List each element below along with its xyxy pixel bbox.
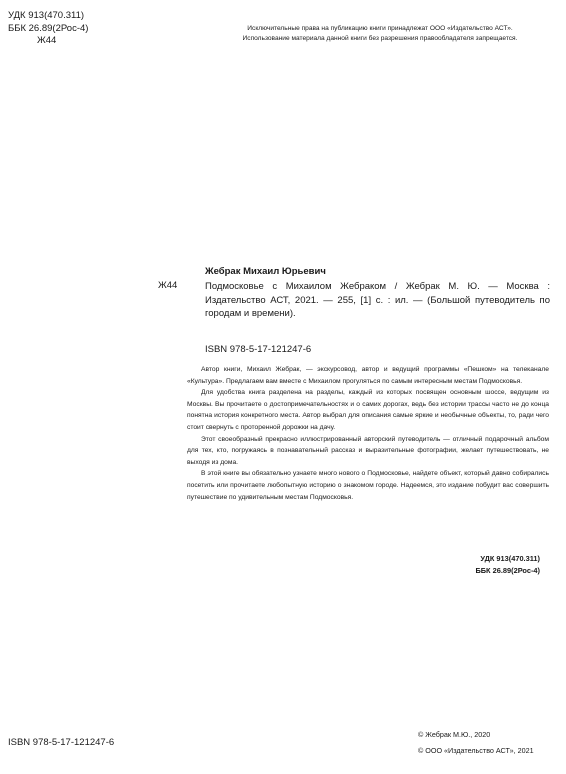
rights-notice-line: Исключительные права на публикацию книги принадлежат ООО «Издательство АСТ».	[247, 25, 513, 32]
udk-code: УДК 913(470.311)	[8, 10, 85, 21]
copyright-line: © Жебрак М.Ю., 2020	[418, 730, 491, 739]
bbk-code: ББК 26.89(2Рос-4)	[475, 566, 540, 576]
copyright-line: © ООО «Издательство АСТ», 2021	[418, 746, 534, 755]
author-code: Ж44	[158, 280, 178, 291]
annotation	[187, 364, 549, 503]
bibliographic-record: Подмосковье с Михаилом Жебраком / Жебрак М. Ю. — Москва : Издательство АСТ, 2021. — 255, [1] с. : ил. — (Большой путеводитель по городам и времени).	[205, 281, 550, 320]
annotation-paragraph: В этой книге вы обязательно узнаете много нового о Подмосковье, найдете объект, который давно собирались посетить или прочитаете любопытную историю о знакомом городе. Надеемся, это издание побудит вас совершить путешествие по удивительным местам Подмосковья.	[187, 470, 549, 501]
isbn: ISBN 978-5-17-121247-6	[205, 344, 312, 355]
classification-block-bottom	[405, 553, 540, 578]
bbk-code: ББК 26.89(2Рос-4)	[8, 22, 89, 34]
annotation-paragraph: Для удобства книга разделена на разделы, каждый из которых посвящен основным шоссе, ведущим из Москвы. Вы прочитаете о достопримечательностях и о самих дорогах, ведь без истории трассы часто не до конца понятна история конкретного места. Автор выбрал для описания самые яркие и необычные объекты, то, ради чего стоит свернуть с проторенной дорожки на дачу.	[187, 389, 549, 431]
rights-notice-line: Использование материала данной книги без разрешения правообладателя запрещается.	[242, 35, 518, 42]
annotation-paragraph: Этот своеобразный прекрасно иллюстрированный авторский путеводитель — отличный подарочный альбом для тех, кто, погружаясь в познавательный рассказ и выразительные фотографии, желает путешествовать, не выходя из дома.	[187, 435, 549, 466]
copyright-block	[418, 727, 534, 759]
annotation-paragraph: Автор книги, Михаил Жебрак, — экскурсовод, автор и ведущий программы «Пешком» на телеканале «Культура». Предлагаем вам вместе с Михаилом прогуляться по самым интересным местам Подмосковья.	[187, 366, 549, 385]
isbn-bottom: ISBN 978-5-17-121247-6	[8, 737, 115, 748]
author-mark: Ж44	[37, 35, 57, 46]
author-heading: Жебрак Михаил Юрьевич	[205, 266, 326, 277]
udk-code: УДК 913(470.311)	[480, 554, 540, 563]
classification-block-top	[8, 10, 88, 48]
rights-notice	[150, 24, 566, 44]
